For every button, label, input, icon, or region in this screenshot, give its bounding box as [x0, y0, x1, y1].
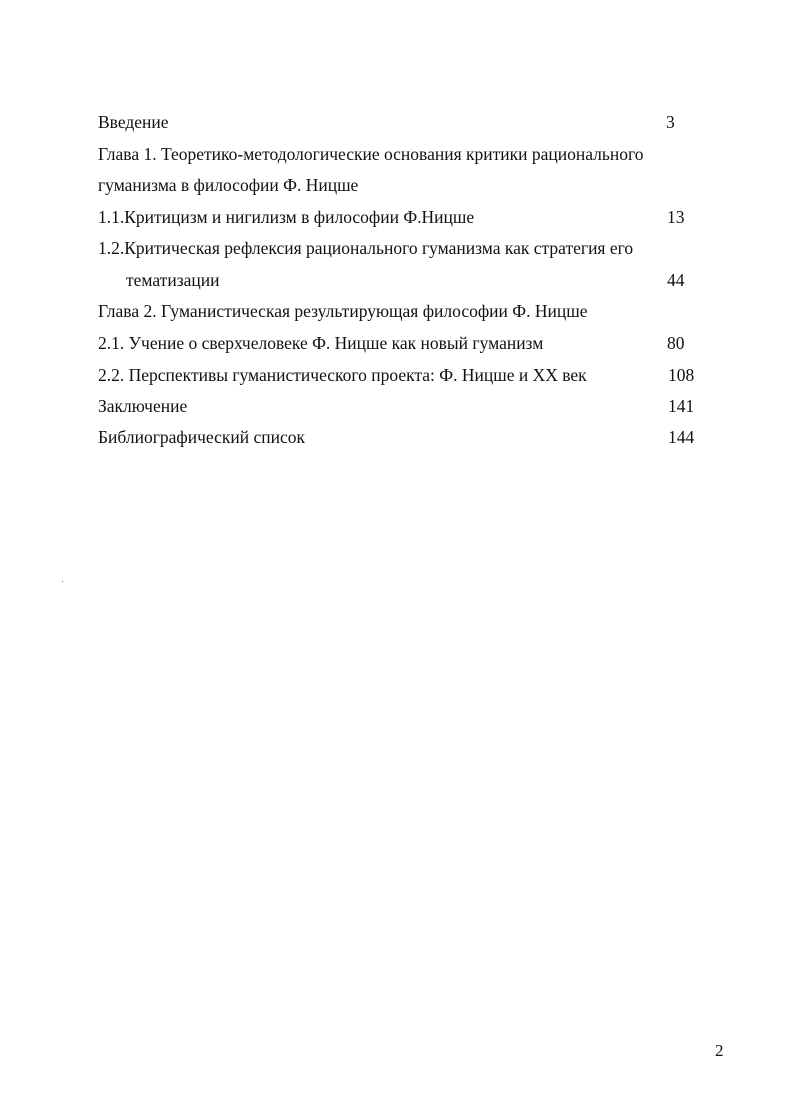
- toc-entry-page: 44: [667, 270, 685, 290]
- toc-entry-page: 80: [667, 333, 685, 353]
- toc-entry-title: 1.1.Критицизм и нигилизм в философии Ф.Ницше: [98, 207, 475, 227]
- scan-artifact-dot: [62, 581, 63, 582]
- toc-entry-title: 1.2.Критическая рефлексия рационального гуманизма как стратегия его: [98, 238, 634, 258]
- toc-entry-title: 2.1. Учение о сверхчеловеке Ф. Ницше как новый гуманизм: [98, 333, 544, 353]
- toc-entry-page: 108: [668, 365, 695, 385]
- toc-entry-page: 3: [666, 112, 675, 132]
- toc-entry-title: гуманизма в философии Ф. Ницше: [98, 175, 359, 195]
- toc-entry-page: 141: [668, 396, 695, 416]
- toc-entry-title: 2.2. Перспективы гуманистического проекта: Ф. Ницше и XX век: [98, 365, 587, 385]
- toc-entry-title: тематизации: [126, 270, 220, 290]
- toc-entry-title: Глава 1. Теоретико-методологические основания критики рационального: [98, 144, 644, 164]
- toc-entry-page: 144: [668, 427, 695, 447]
- toc-entry-title: Введение: [98, 112, 169, 132]
- page-number: 2: [715, 1041, 724, 1060]
- toc-entry-title: Глава 2. Гуманистическая результирующая философии Ф. Ницше: [98, 301, 588, 321]
- toc-entry-page: 13: [667, 207, 685, 227]
- toc-entry-title: Заключение: [98, 396, 188, 416]
- toc-entry-title: Библиографический список: [98, 427, 306, 447]
